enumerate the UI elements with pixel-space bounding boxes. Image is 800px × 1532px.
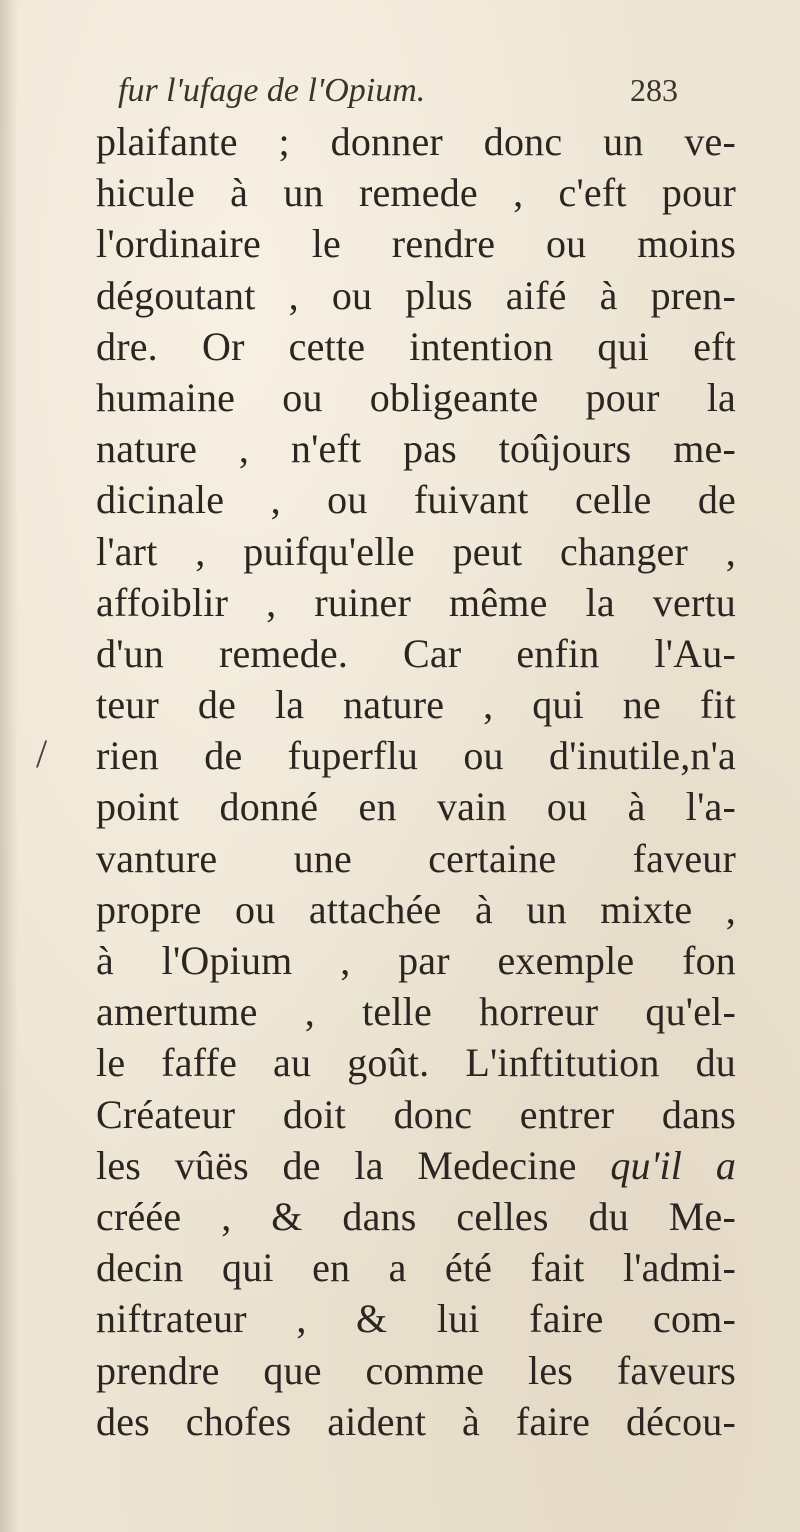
text-line: affoiblir , ruiner même la vertu	[96, 579, 736, 625]
text-line: hicule à un remede , c'eft pour	[96, 170, 736, 216]
running-title: fur l'ufage de l'Opium.	[118, 72, 426, 109]
text-line: d'un remede. Car enfin l'Au-	[96, 630, 736, 676]
text-line: dre. Or cette intention qui eft	[96, 323, 736, 369]
text-line: dicinale , ou fuivant celle de	[96, 477, 736, 523]
page-header	[118, 72, 678, 122]
text-line: rien de fuperflu ou d'inutile,n'a	[96, 733, 736, 779]
text-line: vanture une certaine faveur	[96, 835, 736, 881]
text-line: Créateur doit donc entrer dans	[96, 1091, 736, 1137]
text-line: propre ou attachée à un mixte ,	[96, 886, 736, 932]
text-line: niftrateur , & lui faire com-	[96, 1296, 736, 1342]
text-line: des chofes aident à faire décou-	[96, 1398, 736, 1444]
body-text	[96, 116, 736, 1447]
text-line: créée , & dans celles du Me-	[96, 1193, 736, 1239]
text-line: nature , n'eft pas toûjours me-	[96, 426, 736, 472]
text-line: l'art , puifqu'elle peut changer ,	[96, 528, 736, 574]
page-number: 283	[630, 72, 678, 108]
text-line: à l'Opium , par exemple fon	[96, 938, 736, 983]
text-line: teur de la nature , qui ne fit	[96, 682, 736, 728]
text-line: point donné en vain ou à l'a-	[96, 784, 736, 830]
text-line-roman-part: les vûës de la Medecine	[96, 1142, 577, 1188]
text-line: dégoutant , ou plus aifé à pren-	[96, 272, 736, 318]
text-line: humaine ou obligeante pour la	[96, 374, 736, 420]
text-line-with-italic	[96, 1140, 736, 1191]
text-line: le faffe au goût. L'inftitution du	[96, 1040, 736, 1086]
italic-fragment: qu'il a	[610, 1142, 737, 1188]
page-gutter-shadow	[0, 0, 18, 1532]
text-line: decin qui en a été fait l'admi-	[96, 1245, 736, 1291]
text-line: plaifante ; donner donc un ve-	[96, 119, 736, 164]
margin-mark: /	[36, 731, 48, 776]
text-line: l'ordinaire le rendre ou moins	[96, 221, 736, 267]
text-line: amertume , telle horreur qu'el-	[96, 989, 736, 1035]
text-line: prendre que comme les faveurs	[96, 1347, 736, 1393]
